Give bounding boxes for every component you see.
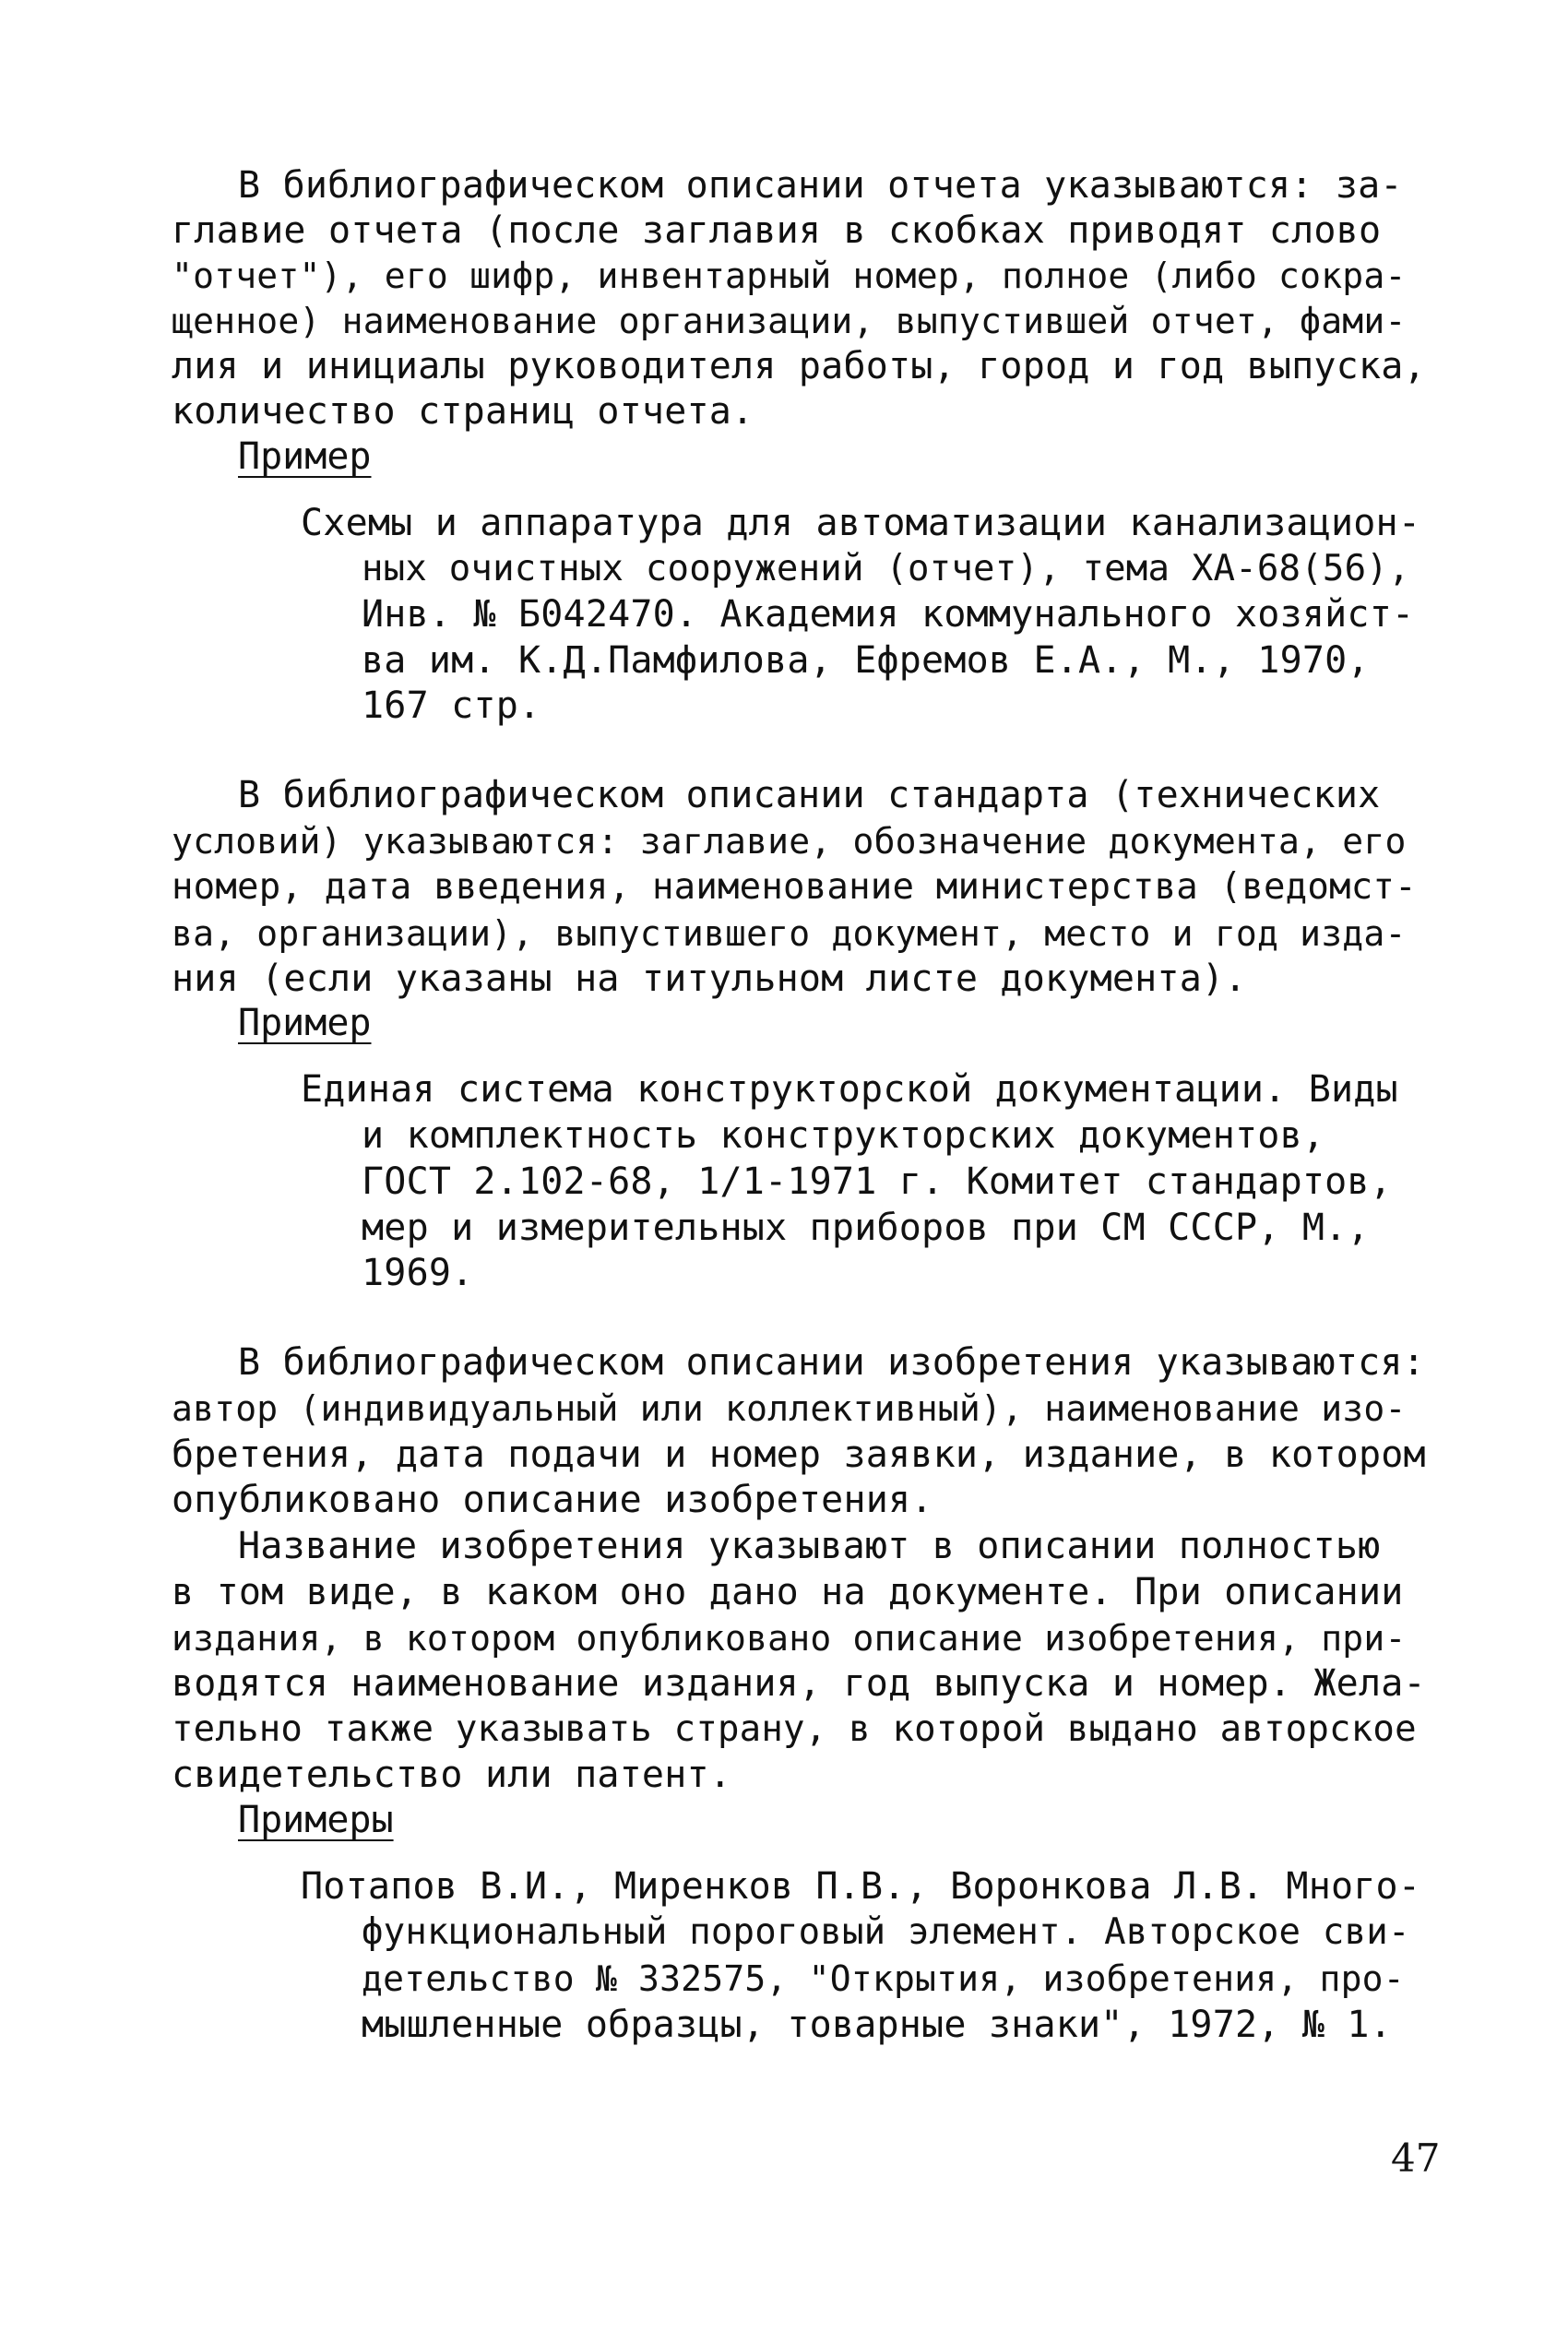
example-line: и комплектность конструкторских документов, <box>362 1114 1325 1157</box>
text-line: издания, в котором опубликовано описание изобретения, при- <box>172 1618 1407 1659</box>
example-line: ва им. К.Д.Памфилова, Ефремов Е.А., М., 1970, <box>362 639 1370 682</box>
text-line: количество страниц отчета. <box>172 390 754 433</box>
example-line: мышленные образцы, товарные знаки", 1972, № 1. <box>362 2004 1392 2046</box>
text-line: В библиографическом описании отчета указываются: за- <box>238 164 1403 207</box>
example-line: Инв. № Б042470. Академия коммунального хозяйст- <box>362 593 1415 636</box>
example-line: функциональный пороговый элемент. Авторское сви- <box>362 1911 1410 1953</box>
text-line: бретения, дата подачи и номер заявки, издание, в котором <box>172 1434 1426 1476</box>
text-line: В библиографическом описании стандарта (технических <box>238 774 1381 816</box>
example-line: мер и измерительных приборов при СМ СССР, М., <box>362 1207 1370 1249</box>
text-line: В библиографическом описании изобретения указываются: <box>238 1341 1425 1384</box>
example-line: ГОСТ 2.102-68, 1/1-1971 г. Комитет стандартов, <box>362 1160 1392 1203</box>
example-line: Единая система конструкторской документации. Виды <box>301 1068 1398 1111</box>
example-label: Примеры <box>238 1799 394 1841</box>
text-line: водятся наименование издания, год выпуска и номер. Жела- <box>172 1662 1426 1705</box>
text-line: опубликовано описание изобретения. <box>172 1479 933 1521</box>
text-line: ния (если указаны на титульном листе документа). <box>172 958 1247 1000</box>
example-line: 167 стр. <box>362 684 541 727</box>
example-line: ных очистных сооружений (отчет), тема ХА-68(56), <box>362 548 1410 589</box>
text-line: ва, организации), выпустившего документ, место и год изда- <box>172 913 1407 954</box>
text-line: в том виде, в каком оно дано на документе. При описании <box>172 1571 1404 1613</box>
text-line: лия и инициалы руководителя работы, город и год выпуска, <box>172 345 1426 387</box>
example-label: Пример <box>238 1002 372 1044</box>
text-line: свидетельство или патент. <box>172 1754 732 1796</box>
example-label: Пример <box>238 435 372 478</box>
text-line: тельно также указывать страну, в которой выдано авторское <box>172 1708 1417 1750</box>
text-line: главие отчета (после заглавия в скобках приводят слово <box>172 209 1382 252</box>
text-line: Название изобретения указывают в описании полностью <box>238 1525 1381 1567</box>
example-line: Потапов В.И., Миренков П.В., Воронкова Л.В. Много- <box>301 1865 1421 1908</box>
example-line: Схемы и аппаратура для автоматизации канализацион- <box>301 502 1421 544</box>
text-line: номер, дата введения, наименование министерства (ведомст- <box>172 866 1417 908</box>
page-number: 47 <box>1391 2136 1441 2181</box>
text-line: условий) указываются: заглавие, обозначение документа, его <box>172 821 1407 862</box>
example-line: 1969. <box>362 1252 474 1294</box>
text-line: щенное) наименование организации, выпустившей отчет, фами- <box>172 301 1407 341</box>
text-line: автор (индивидуальный или коллективный), наименование изо- <box>172 1388 1407 1429</box>
example-line: детельство № 332575, "Открытия, изобретения, про- <box>362 1958 1405 1999</box>
text-line: "отчет"), его шифр, инвентарный номер, полное (либо сокра- <box>172 256 1407 296</box>
